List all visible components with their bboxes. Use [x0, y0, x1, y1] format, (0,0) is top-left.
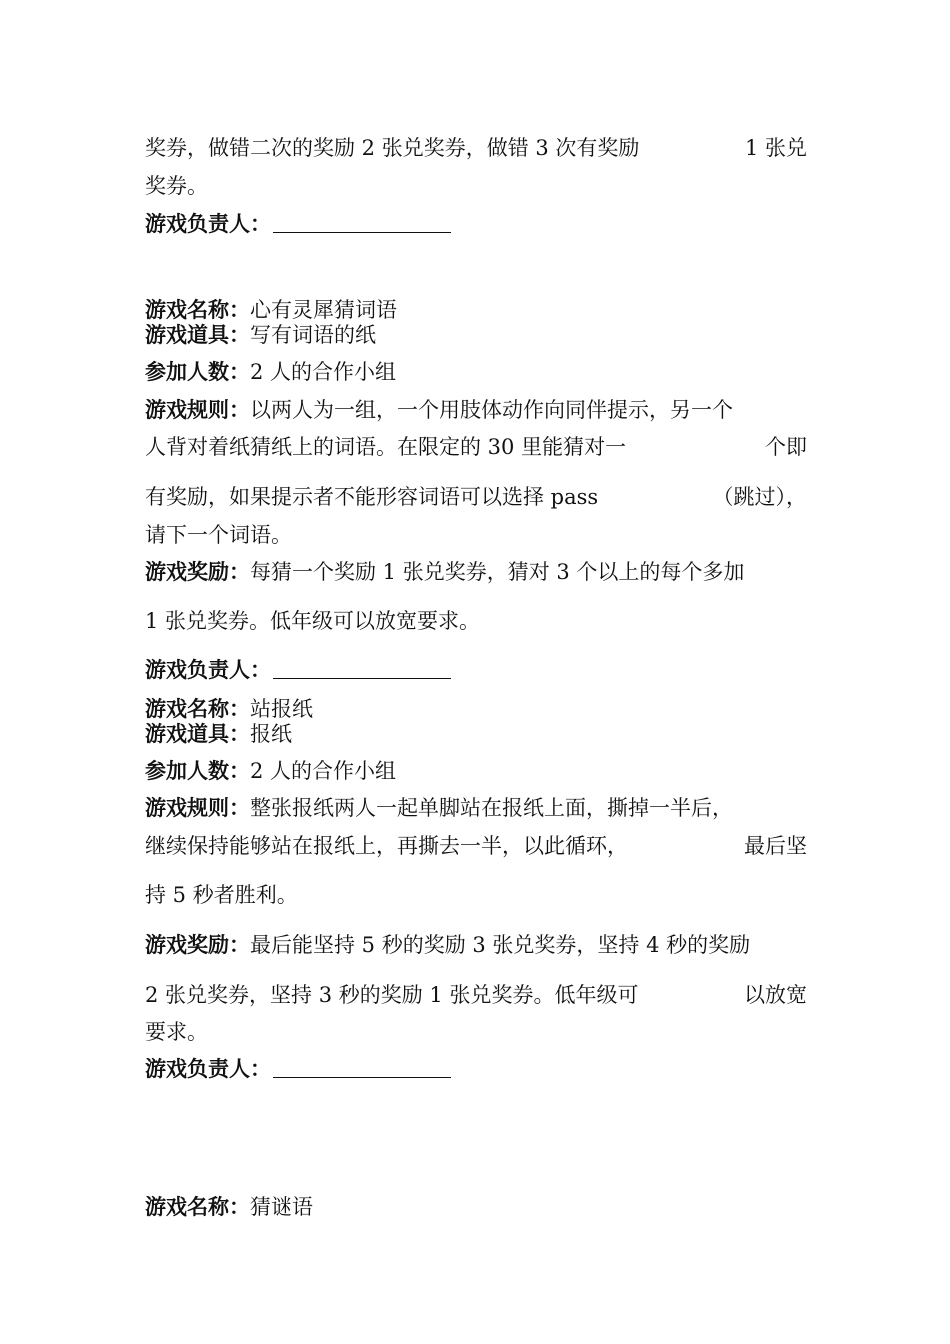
game-reward-text-part: 以放宽: [744, 983, 807, 1007]
signature-blank: [273, 1057, 451, 1078]
responsible-person-line: [145, 210, 807, 238]
responsible-person-line: [145, 1055, 807, 1083]
game-name-value: 猜谜语: [250, 1195, 313, 1219]
game-rule-label: 游戏规则：: [145, 795, 250, 820]
game-name-label: 游戏名称：: [145, 1194, 250, 1219]
game-name-label: 游戏名称：: [145, 696, 250, 721]
game-rule-line: [145, 396, 807, 424]
game-rule-line: [145, 483, 807, 511]
game-people-value: 2 人的合作小组: [250, 759, 397, 783]
game-prop-line: [145, 720, 807, 748]
game-name-line: [145, 1193, 807, 1221]
game-prop-line: [145, 321, 807, 349]
game-reward-line: [145, 931, 807, 959]
game-name-line: [145, 296, 807, 324]
game-reward-label: 游戏奖励：: [145, 932, 250, 957]
game-name-line: [145, 695, 807, 723]
game-rule-line: [145, 881, 807, 909]
responsible-label: 游戏负责人：: [145, 1056, 271, 1081]
responsible-label: 游戏负责人：: [145, 657, 271, 682]
reward-continued-line: [145, 172, 807, 200]
game-rule-label: 游戏规则：: [145, 397, 250, 422]
game-prop-value: 写有词语的纸: [250, 323, 376, 347]
game-people-line: [145, 757, 807, 785]
signature-blank: [273, 212, 451, 233]
game-people-label: 参加人数：: [145, 758, 250, 783]
game-name-value: 心有灵犀猜词语: [250, 298, 397, 322]
game-reward-line: [145, 558, 807, 586]
game-rule-line: [145, 433, 807, 461]
game-rule-text-part: 继续保持能够站在报纸上，再撕去一半，以此循环，: [145, 834, 628, 858]
responsible-person-line: [145, 656, 807, 684]
game-reward-text-part: 2 张兑奖券，坚持 3 秒的奖励 1 张兑奖券。低年级可: [145, 983, 639, 1007]
game-rule-text-part: 最后坚: [744, 834, 807, 858]
game-rule-line: [145, 521, 807, 549]
signature-blank: [273, 658, 451, 679]
game-name-label: 游戏名称：: [145, 297, 250, 322]
game-rule-text-part: （跳过），: [712, 485, 807, 509]
game-reward-line: [145, 981, 807, 1009]
game-rule-text-part: 有奖励，如果提示者不能形容词语可以选择 pass: [145, 485, 599, 509]
game-rule-text: 请下一个词语。: [145, 523, 292, 547]
game-name-value: 站报纸: [250, 697, 313, 721]
game-rule-line: [145, 832, 807, 860]
game-reward-label: 游戏奖励：: [145, 559, 250, 584]
reward-text-part: 1 张兑: [744, 136, 807, 160]
responsible-label: 游戏负责人：: [145, 211, 271, 236]
game-rule-text-part: 个即: [765, 435, 807, 459]
reward-text-part: 奖券，做错二次的奖励 2 张兑奖券，做错 3 次有奖励: [145, 136, 640, 160]
game-prop-value: 报纸: [250, 722, 292, 746]
game-reward-text: 要求。: [145, 1020, 208, 1044]
game-people-line: [145, 358, 807, 386]
game-people-label: 参加人数：: [145, 359, 250, 384]
game-rule-line: [145, 794, 807, 822]
game-reward-text: 1 张兑奖券。低年级可以放宽要求。: [145, 609, 481, 633]
game-reward-line: [145, 607, 807, 635]
game-people-value: 2 人的合作小组: [250, 360, 397, 384]
game-rule-text-part: 人背对着纸猜纸上的词语。在限定的 30 里能猜对一: [145, 435, 627, 459]
game-reward-text: 最后能坚持 5 秒的奖励 3 张兑奖券，坚持 4 秒的奖励: [250, 933, 751, 957]
game-rule-text: 整张报纸两人一起单脚站在报纸上面，撕掉一半后，: [250, 796, 733, 820]
game-prop-label: 游戏道具：: [145, 322, 250, 347]
game-prop-label: 游戏道具：: [145, 721, 250, 746]
game-reward-text: 每猜一个奖励 1 张兑奖券，猜对 3 个以上的每个多加: [250, 560, 745, 584]
game-rule-text: 持 5 秒者胜利。: [145, 883, 298, 907]
reward-continued-line: [145, 134, 807, 162]
game-reward-line: [145, 1018, 807, 1046]
reward-text: 奖券。: [145, 174, 208, 198]
game-rule-text: 以两人为一组，一个用肢体动作向同伴提示，另一个: [250, 398, 733, 422]
